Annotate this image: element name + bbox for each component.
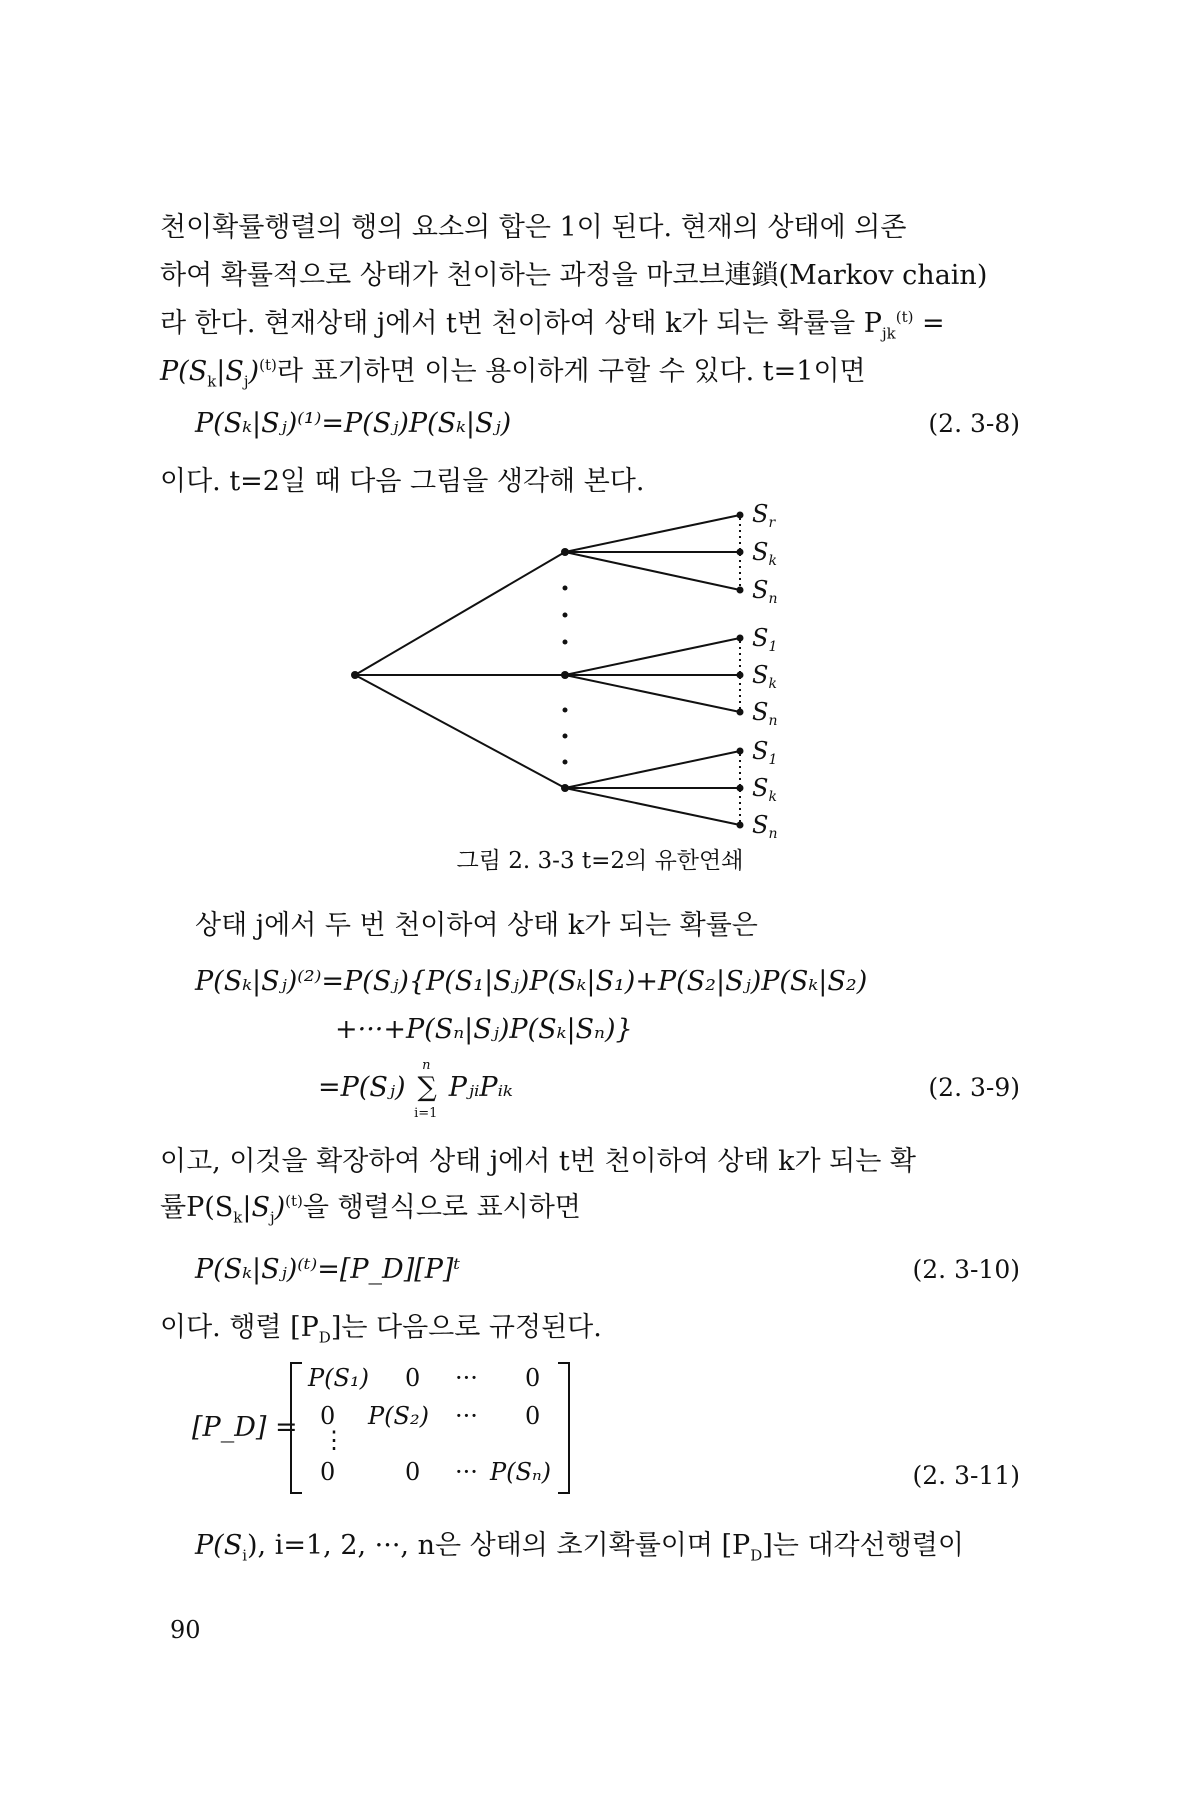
paragraph-text: ), i=1, 2, ···, n은 상태의 초기확률이며 [P xyxy=(247,1530,751,1561)
paragraph-line: 이고, 이것을 확장하여 상태 j에서 t번 천이하여 상태 k가 되는 확 xyxy=(160,1146,916,1177)
equation-2-3-10: P(Sₖ|Sⱼ)⁽ᵗ⁾=[P_D][P]ᵗ xyxy=(195,1254,461,1285)
state-label: $S_n$ xyxy=(752,576,778,607)
matrix-cell: ··· xyxy=(455,1402,478,1430)
state-label: $S_k$ xyxy=(752,661,777,692)
equation-number: (2. 3-8) xyxy=(928,409,1020,438)
matrix-cell: 0 xyxy=(405,1364,421,1392)
paragraph-line: 천이확률행렬의 행의 요소의 합은 1이 된다. 현재의 상태에 의존 xyxy=(160,212,907,243)
matrix-cell: 0 xyxy=(525,1364,541,1392)
state-label: $S_n$ xyxy=(752,698,778,729)
equation-number: (2. 3-9) xyxy=(928,1073,1020,1102)
equation-2-3-9-line1: P(Sₖ|Sⱼ)⁽²⁾=P(Sⱼ){P(S₁|Sⱼ)P(Sₖ|S₁)+P(S₂|Sⱼ)P(Sₖ|S₂) xyxy=(195,966,868,997)
finite-chain-tree-diagram xyxy=(340,500,820,840)
equation-number: (2. 3-10) xyxy=(912,1255,1020,1284)
figure-caption: 그림 2. 3-3 t=2의 유한연쇄 xyxy=(456,848,744,874)
matrix-cell: 0 xyxy=(405,1458,421,1486)
matrix-cell: 0 xyxy=(320,1402,336,1430)
state-label: $S_1$ xyxy=(752,624,778,655)
diagonal-matrix xyxy=(290,1362,570,1492)
matrix-cell: P(S₂) xyxy=(368,1402,429,1430)
paragraph-text: ]는 대각선행렬이 xyxy=(762,1530,964,1561)
paragraph-line: 라 한다. 현재상태 j에서 t번 천이하여 상태 k가 되는 확률을 $P_{jk}^{(t)}$ = xyxy=(160,308,945,343)
paragraph-text: ]는 다음으로 규정된다. xyxy=(330,1312,602,1343)
paragraph-line: 이다. t=2일 때 다음 그림을 생각해 본다. xyxy=(160,466,645,497)
math-text: PⱼᵢPᵢₖ xyxy=(448,1072,513,1103)
state-label: $S_1$ xyxy=(752,737,778,768)
paragraph-text: 을 행렬식으로 표시하면 xyxy=(302,1192,581,1223)
matrix-cell: P(S₁) xyxy=(308,1364,369,1392)
state-label: $S_r$ xyxy=(752,500,776,531)
paragraph-line: 하여 확률적으로 상태가 천이하는 과정을 마코브連鎖(Markov chain) xyxy=(160,260,988,291)
paragraph-line: 상태 j에서 두 번 천이하여 상태 k가 되는 확률은 xyxy=(195,910,758,941)
state-label: $S_k$ xyxy=(752,538,777,569)
paragraph-text: 라 한다. 현재상태 j에서 t번 천이하여 상태 k가 되는 확률을 P xyxy=(160,308,882,339)
paragraph-line: 률$P(S_k|S_j)^{(t)}$을 행렬식으로 표시하면 xyxy=(160,1192,581,1227)
state-label: $S_n$ xyxy=(752,811,778,840)
matrix-cell: ⋮ xyxy=(322,1426,346,1454)
matrix-cell: 0 xyxy=(525,1402,541,1430)
matrix-cell: 0 xyxy=(320,1458,336,1486)
equation-2-3-9-line2: +···+P(Sₙ|Sⱼ)P(Sₖ|Sₙ)} xyxy=(335,1014,633,1045)
summation-symbol: n ∑ i=1 xyxy=(414,1058,438,1121)
matrix-right-bracket xyxy=(558,1362,570,1494)
matrix-cell: ··· xyxy=(455,1364,478,1392)
equation-2-3-9-line3 xyxy=(318,1058,513,1121)
math-text: P(S xyxy=(160,356,208,387)
equation-2-3-11-lhs: [P_D] = xyxy=(192,1412,298,1443)
matrix-cell: ··· xyxy=(455,1458,478,1486)
paragraph-text: 라 표기하면 이는 용이하게 구할 수 있다. t=1이면 xyxy=(276,356,866,387)
equation-number: (2. 3-11) xyxy=(912,1461,1020,1490)
matrix-cell: P(Sₙ) xyxy=(490,1458,552,1486)
paragraph-line: $P(S_i)$, i=1, 2, ···, n은 상태의 초기확률이며 $[P_D]$는 대각선행렬이 xyxy=(195,1530,964,1565)
matrix-left-bracket xyxy=(290,1362,302,1494)
paragraph-text: 률P(S xyxy=(160,1192,234,1223)
paragraph-line: 이다. 행렬 $[P_D]$는 다음으로 규정된다. xyxy=(160,1312,602,1347)
paragraph-line: $P(S_k|S_j)^{(t)}$라 표기하면 이는 용이하게 구할 수 있다. t=1이면 xyxy=(160,356,866,391)
paragraph-text: 이다. 행렬 [P xyxy=(160,1312,319,1343)
math-text: P(S xyxy=(195,1530,243,1561)
equation-2-3-8: P(Sₖ|Sⱼ)⁽¹⁾=P(Sⱼ)P(Sₖ|Sⱼ) xyxy=(195,408,512,439)
state-label: $S_k$ xyxy=(752,774,777,805)
page-number: 90 xyxy=(170,1616,201,1644)
math-text: =P(Sⱼ) xyxy=(318,1072,406,1103)
